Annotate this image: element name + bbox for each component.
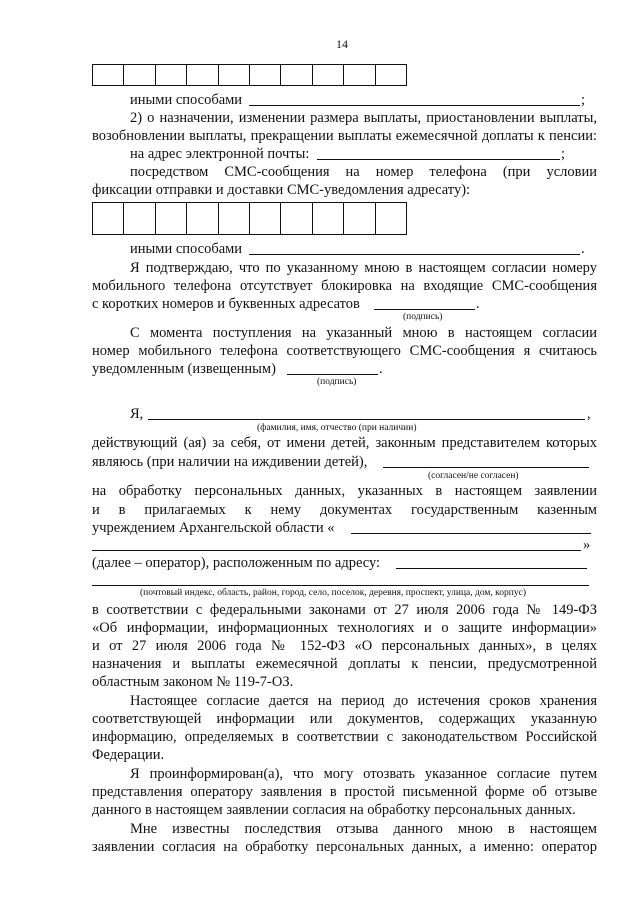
email-field[interactable] — [317, 159, 560, 160]
text-line: на адрес электронной почты: — [130, 146, 310, 162]
text-line: назначения и выплаты ежемесячной доплаты к пенсии, предусмотренной — [92, 656, 597, 672]
text-line: «Об информации, информационных технологиях и о защите информации» — [92, 620, 597, 636]
digit-cell[interactable] — [376, 203, 406, 234]
digit-cell[interactable] — [156, 65, 187, 85]
text-line: соответствующей информации или документов, содержащих указанную — [92, 711, 597, 727]
punctuation: ; — [561, 146, 566, 162]
digit-cell[interactable] — [93, 203, 124, 234]
punctuation: . — [476, 296, 480, 312]
address-field-continued[interactable] — [92, 585, 589, 586]
text-line: Настоящее согласие дается на период до истечения сроков хранения — [130, 693, 597, 709]
text-line: уведомленным (извещенным) — [92, 361, 276, 377]
digit-cell[interactable] — [281, 203, 312, 234]
phone-number-boxes[interactable] — [92, 202, 407, 235]
signature-caption: (подпись) — [403, 312, 443, 322]
text-line: данного в настоящем заявлении согласия на обработку персональных данных. — [92, 802, 576, 818]
address-field[interactable] — [396, 568, 587, 569]
address-caption: (почтовый индекс, область, район, город, село, поселок, деревня, проспект, улица, дом, корпус) — [140, 588, 527, 598]
digit-cell[interactable] — [187, 65, 218, 85]
full-name-caption: (фамилия, имя, отчество (при наличии) — [257, 423, 417, 433]
blank-field[interactable] — [249, 254, 580, 255]
punctuation: , — [587, 406, 591, 422]
text-line: и от 27 июля 2006 года № 152-ФЗ «О персональных данных», в целях — [92, 638, 597, 654]
text-line: иными способами — [130, 92, 243, 108]
text-line: Я подтверждаю, что по указанному мною в настоящем согласии номеру — [130, 260, 597, 276]
digit-cell[interactable] — [187, 203, 218, 234]
text-line: действующий (ая) за себя, от имени детей, законным представителем которых — [92, 435, 597, 451]
punctuation: . — [581, 241, 585, 257]
signature-field[interactable] — [287, 374, 378, 375]
digit-cell[interactable] — [156, 203, 187, 234]
punctuation: ; — [581, 92, 586, 108]
digit-cell[interactable] — [313, 65, 344, 85]
blank-field[interactable] — [249, 105, 580, 106]
signature-caption: (подпись) — [317, 377, 357, 387]
digit-cell[interactable] — [219, 203, 250, 234]
text-line: Федерации. — [92, 747, 165, 763]
text-line: и в прилагаемых к нему документах государственным казенным — [92, 502, 597, 518]
text-line: учреждением Архангельской области « — [92, 520, 335, 536]
text-line: мобильного телефона отсутствует блокировка на входящие СМС-сообщения — [92, 278, 597, 294]
phone-number-boxes-top[interactable] — [92, 64, 407, 86]
text-line: являюсь (при наличии на иждивении детей), — [92, 454, 368, 470]
digit-cell[interactable] — [344, 65, 375, 85]
text-line: фиксации отправки и доставки СМС-уведомления адресату): — [92, 182, 471, 198]
signature-field[interactable] — [374, 309, 475, 310]
institution-field[interactable] — [351, 533, 591, 534]
text-line: 2) о назначении, изменении размера выплаты, приостановлении выплаты, — [130, 110, 597, 126]
full-name-field[interactable] — [148, 419, 585, 420]
text-line: на обработку персональных данных, указанных в настоящем заявлении — [92, 483, 597, 499]
punctuation: . — [379, 361, 383, 377]
text-line: представления оператору заявления в простой письменной форме об отзыве — [92, 784, 597, 800]
consent-field[interactable] — [383, 467, 589, 468]
text-line: заявлении согласия на обработку персональных данных, а именно: оператор — [92, 839, 597, 855]
text-line: посредством СМС-сообщения на номер телефона (при условии — [130, 164, 597, 180]
digit-cell[interactable] — [219, 65, 250, 85]
institution-field-continued[interactable] — [92, 550, 581, 551]
text-line: С момента поступления на указанный мною в настоящем согласии — [130, 325, 597, 341]
text-line: в соответствии с федеральными законами от 27 июля 2006 года № 149-ФЗ — [92, 602, 597, 618]
text-line: Я, — [130, 406, 144, 422]
digit-cell[interactable] — [124, 65, 155, 85]
text-line: областным законом № 119-7-ОЗ. — [92, 674, 294, 690]
text-line: информацию, определяемых в соответствии с законодательством Российской — [92, 729, 597, 745]
page-number: 14 — [336, 37, 348, 51]
digit-cell[interactable] — [376, 65, 406, 85]
digit-cell[interactable] — [250, 203, 281, 234]
text-line: иными способами — [130, 241, 243, 257]
digit-cell[interactable] — [250, 65, 281, 85]
text-line: возобновлении выплаты, прекращении выплаты ежемесячной доплаты к пенсии: — [92, 128, 597, 144]
text-line: Я проинформирован(а), что могу отозвать указанное согласие путем — [130, 766, 597, 782]
digit-cell[interactable] — [93, 65, 124, 85]
consent-caption: (согласен/не согласен) — [428, 471, 519, 481]
digit-cell[interactable] — [281, 65, 312, 85]
text-line: (далее – оператор), расположенным по адресу: — [92, 555, 381, 571]
digit-cell[interactable] — [313, 203, 344, 234]
punctuation: » — [583, 537, 591, 553]
digit-cell[interactable] — [124, 203, 155, 234]
text-line: Мне известны последствия отзыва данного мною в настоящем — [130, 821, 597, 837]
text-line: с коротких номеров и буквенных адресатов — [92, 296, 360, 312]
text-line: номер мобильного телефона соответствующего СМС-сообщения я считаюсь — [92, 343, 597, 359]
digit-cell[interactable] — [344, 203, 375, 234]
